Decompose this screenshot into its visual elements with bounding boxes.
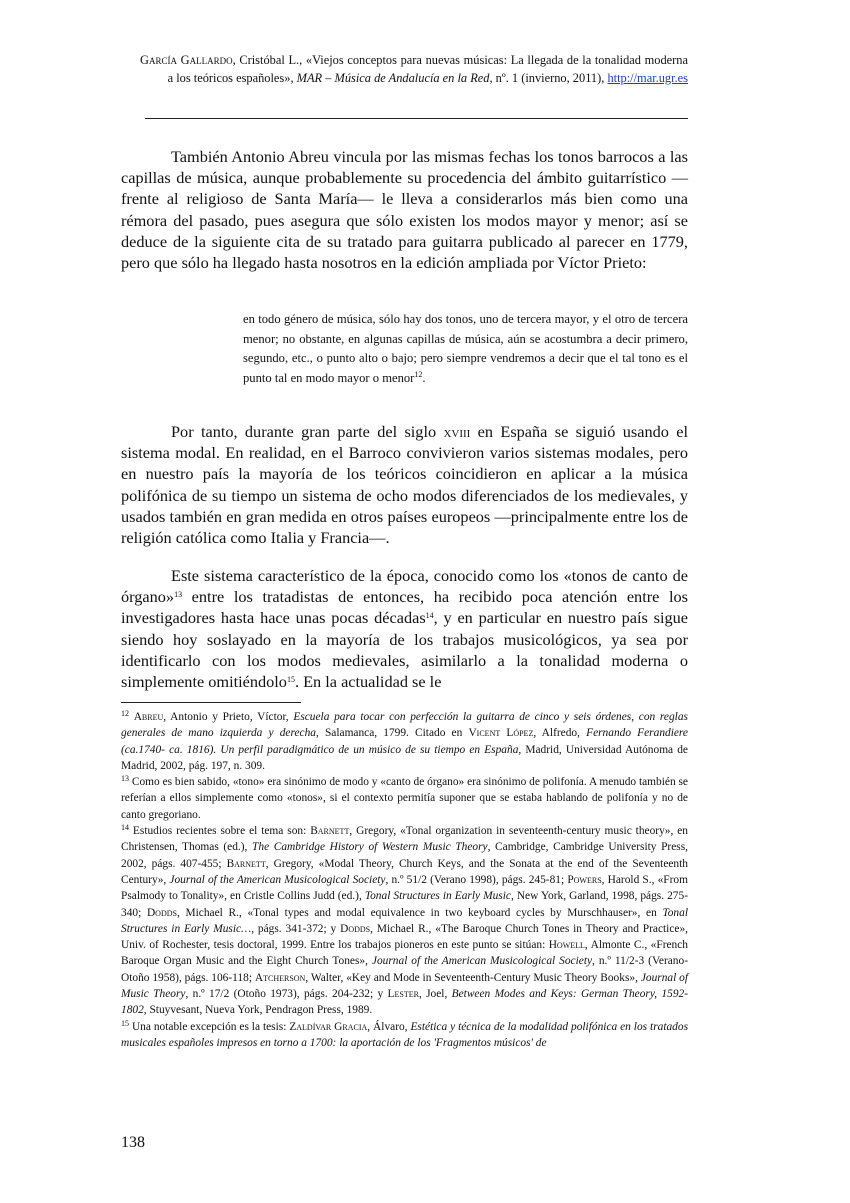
paragraph-2-text-b: en España se siguió usando el sistema modal. En realidad, en el Barroco convivieron varios sistemas modales, pero en nuestro país la mayoría de los teóricos coincidieron en aplicar a la música polifónica de su tiempo un sistema de ocho modos diferenciados de los medievales, y usados también en gran medida en otros países europeos —principalmente entre los de religión católica como Italia y Francia—. <box>121 422 688 548</box>
footnote-ref-12[interactable]: 12 <box>414 369 423 379</box>
footnote-12 <box>121 709 688 774</box>
work-title: The Cambridge History of Western Music Theory <box>252 841 488 854</box>
paragraph-3-text-a: Este sistema característico de la época, conocido como los «tonos de canto de órgano» <box>121 566 688 607</box>
footnote-separator <box>121 702 301 703</box>
footnote-text: , New York, Garland, 1998, págs. 275-340; <box>121 890 688 919</box>
footnote-text: , Salamanca, 1799. Citado en <box>315 727 469 740</box>
footnote-text: , Harold S., «From Psalmody to Tonality», en Cristle Collins Judd (ed.), <box>121 873 688 903</box>
paragraph-2 <box>121 421 688 548</box>
paragraph-2-text-a: Por tanto, durante gran parte del siglo <box>171 422 444 441</box>
paragraph-3-text-d: . En la actualidad se le <box>294 672 442 692</box>
header-author-surname: García Gallardo <box>140 53 233 67</box>
header-issue: , nº. 1 (invierno, 2011), <box>489 70 608 85</box>
footnote-text: , Michael R., «Tonal types and modal equivalence in two keyboard cycles by Murschhauser», en <box>176 906 663 919</box>
paragraph-1 <box>121 146 688 273</box>
header-citation-text: , Cristóbal L., «Viejos conceptos para nuevas músicas: La llegada de la tonalidad moderna a los teóricos españoles», <box>167 53 688 85</box>
footnote-text: Estudios recientes sobre el tema son: <box>132 825 311 838</box>
author-name: Zaldívar Gracia <box>289 1020 368 1033</box>
paragraph-3-text-c: , y en particular en nuestro país sigue siendo hoy soslayado en la mayoría de los trabajos musicológicos, ya sea por identificarlo con los modos medievales, asimilarlo a la tonalidad moderna o simplemente omitiéndolo <box>121 608 688 692</box>
author-name: Lester <box>387 988 419 1001</box>
running-header <box>140 52 688 87</box>
footnote-text: , n.º 51/2 (Verano 1998), págs. 245-81; <box>385 873 568 886</box>
footnote-text: Una notable excepción es la tesis: <box>131 1020 290 1033</box>
work-title: Tonal Structures in Early Music <box>364 890 511 903</box>
footnote-text: , Antonio y Prieto, Víctor, <box>163 711 294 723</box>
footnote-15 <box>121 1019 688 1052</box>
footnote-text: , Alfredo, <box>533 727 587 740</box>
work-title: Journal of the American Musicological Society <box>371 955 593 968</box>
footnote-text: , Gregory, «Tonal organization in seventeenth-century music theory», en Christensen, Thomas (ed.), <box>121 825 688 854</box>
footnote-text: , Joel, <box>418 988 452 1001</box>
work-title: Journal of Music Theory <box>121 971 688 1001</box>
author-name: Dodds <box>146 906 177 919</box>
block-quote-text: en todo género de música, sólo hay dos tonos, uno de tercera mayor, y el otro de tercera menor; no obstante, en algunas capillas de música, aún se acostumbra a decir primero, segundo, etc., o punto alto o bajo; pero siempre vendremos a decir que el tal tono es el punto tal en modo mayor o menor <box>243 312 688 385</box>
page-number: 138 <box>121 1134 145 1151</box>
work-title: Journal of the American Musicological Society <box>169 873 386 886</box>
header-rule <box>145 118 688 119</box>
footnote-text: , Michael R., «The Baroque Church Tones in Theory and Practice», Univ. of Rochester, tesis doctoral, 1999. Entre los trabajos pioneros en este punto se sitúan: <box>121 922 689 952</box>
footnote-text: , Gregory, «Modal Theory, Church Keys, and the Sonata at the end of the Seventeenth Century», <box>121 857 688 886</box>
footnote-ref-15[interactable]: 15 <box>286 675 295 685</box>
work-title: Tonal Structures in Early Music… <box>121 906 688 935</box>
work-title: Fernando Ferandiere (ca.1740- ca. 1816). Un perfil paradigmático de un músico de su tiempo en España <box>121 727 688 756</box>
block-quote: en todo género de música, sólo hay dos tonos, uno de tercera mayor, y el otro de tercera menor; no obstante, en algunas capillas de música, aún se acostumbra a decir primero, segundo, etc., o punto alto o bajo; pero siempre vendremos a decir que el tal tono es el punto tal en modo mayor o menor$^{12}$. <box>243 312 688 385</box>
footnote-14 <box>121 823 688 1019</box>
header-journal-title: MAR – Música de Andalucía en la Red <box>296 70 490 85</box>
footnote-ref-13[interactable]: 13 <box>174 590 183 600</box>
footnotes <box>121 709 688 1051</box>
footnote-13 <box>121 774 688 823</box>
footnote-text: Como es bien sabido, «tono» era sinónimo de modo y «canto de órgano» era sinónimo de polifonía. A menudo también se referían a ellos simplemente como «tonos», si el contexto permitía suponer que se estaba hablando de polifonía y no de canto gregoriano. <box>121 776 688 821</box>
paragraph-1-text: También Antonio Abreu vincula por las mismas fechas los tonos barrocos a las capillas de música, aunque probablemente su procedencia del ámbito guitarrístico —frente al religioso de Santa María— le lleva a considerarlos más bien como una rémora del pasado, pues asegura que sólo existen los modos mayor y menor; así se deduce de la siguiente cita de su tratado para guitarra publicado al parecer en 1779, pero que sólo ha llegado hasta nosotros en la edición ampliada por Víctor Prieto: <box>121 147 688 273</box>
footnote-text: , Stuyvesant, Nueva York, Pendragon Press, 1989. <box>143 1004 373 1017</box>
author-name: Dodds <box>340 922 371 935</box>
footnote-text: , Álvaro, <box>367 1020 411 1033</box>
century-numeral: xviii <box>443 422 471 441</box>
paragraph-3 <box>121 565 688 692</box>
footnote-number: 15 <box>121 1018 129 1028</box>
footnote-text: , págs. 341-372; y <box>251 922 341 935</box>
paragraph-3-text-b: entre los tratadistas de entonces, ha recibido poca atención entre los investigadores hasta hace unas pocas décadas <box>121 587 688 628</box>
author-name: Powers <box>567 873 602 886</box>
author-name: Barnett <box>226 857 266 870</box>
author-name: Vicent López <box>468 727 534 740</box>
work-title: Escuela para tocar con perfección la guitarra de cinco y seis órdenes, con reglas generales de mano izquierda y derecha <box>121 711 688 740</box>
work-title: Between Modes and Keys: German Theory, 1592-1802 <box>121 988 689 1017</box>
author-name: Howell <box>548 939 585 952</box>
work-title: Estética y técnica de la modalidad polifónica en los tratados musicales españoles impresos en torno a 1700: la aportación de los 'Fragmentos músicos' de <box>121 1020 688 1049</box>
footnote-text: , n.º 11/2-3 (Verano-Otoño 1958), págs. 106-118; <box>121 955 688 984</box>
footnote-text: , n.º 17/2 (Otoño 1973), págs. 204-232; y <box>185 988 388 1001</box>
footnote-text: , Madrid, Universidad Autónoma de Madrid, 2002, pág. 197, n. 309. <box>121 743 688 772</box>
author-name: Abreu <box>133 711 164 723</box>
footnote-text: , Walter, «Key and Mode in Seventeenth-Century Music Theory Books», <box>305 971 641 984</box>
footnote-text: , Almonte C., «French Baroque Organ Music and the Eight Church Tones», <box>121 939 688 968</box>
footnote-number: 14 <box>121 823 129 833</box>
header-journal-link[interactable]: http://mar.ugr.es <box>607 70 688 85</box>
footnote-number: 13 <box>121 774 129 784</box>
footnote-ref-14[interactable]: 14 <box>425 611 434 621</box>
author-name: Barnett <box>310 825 350 838</box>
footnote-text: , Cambridge, Cambridge University Press, 2002, págs. 407-455; <box>121 841 688 870</box>
footnote-number: 12 <box>121 709 129 718</box>
author-name: Atcherson <box>254 971 306 984</box>
